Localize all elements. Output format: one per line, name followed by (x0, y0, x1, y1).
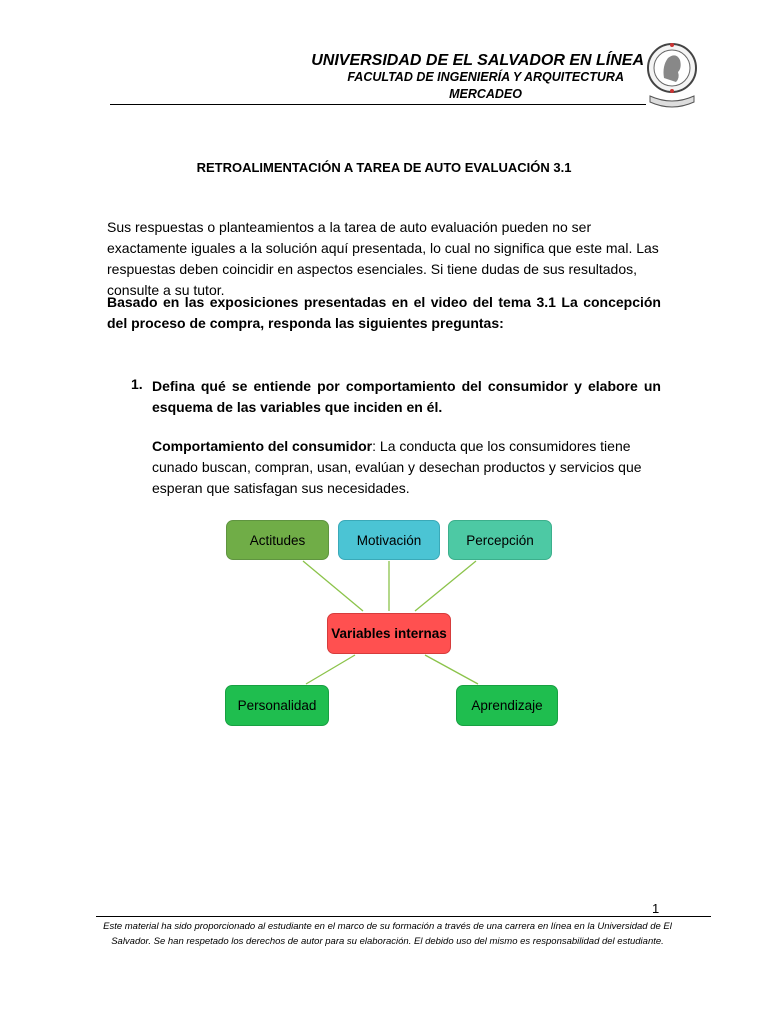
header-university: UNIVERSIDAD DE EL SALVADOR EN LÍNEA (311, 52, 644, 69)
connector-personalidad (306, 655, 355, 684)
node-personalidad: Personalidad (225, 685, 329, 726)
connector-actitudes (303, 561, 363, 611)
header-divider (110, 104, 646, 105)
answer-term: Comportamiento del consumidor (152, 438, 373, 454)
header-faculty: FACULTAD DE INGENIERÍA Y ARQUITECTURA (347, 70, 624, 84)
answer-definition: : La conducta que los consumidores tiene cunado buscan, compran, usan, evalúan y desechan productos y servicios que esperan que satisfagan sus necesidades. (152, 438, 642, 496)
intro-paragraph: Sus respuestas o planteamientos a la tarea de auto evaluación pueden no ser exactamente iguales a la solución aquí presentada, lo cual no significa que este mal. Las respuestas deben coincidir en aspectos esenciales. Si tiene dudas de sus resultados, consulte a su tutor. (107, 219, 659, 298)
connector-percepcion (415, 561, 476, 611)
document-title: RETROALIMENTACIÓN A TAREA DE AUTO EVALUACIÓN 3.1 (196, 160, 572, 175)
node-actitudes: Actitudes (226, 520, 329, 560)
node-percepcion: Percepción (448, 520, 552, 560)
footer-divider (96, 916, 711, 917)
node-aprendizaje: Aprendizaje (456, 685, 558, 726)
question-number: 1. (131, 376, 143, 392)
page-number: 1 (652, 901, 660, 916)
footer-notice: Este material ha sido proporcionado al estudiante en el marco de su formación a través de una carrera en línea en la Universidad de El Salvador. Se han respetado los derechos de autor para su elaboración. El debido uso del mismo es responsabilidad del estudiante. (103, 921, 672, 947)
node-variables-internas: Variables internas (327, 613, 451, 654)
node-motivacion: Motivación (338, 520, 440, 560)
connector-aprendizaje (425, 655, 478, 684)
header-course: MERCADEO (449, 87, 522, 101)
answer-paragraph (152, 436, 667, 499)
question-text: Defina qué se entiende por comportamiento del consumidor y elabore un esquema de las variables que inciden en él. (152, 378, 661, 415)
university-seal-icon (646, 36, 698, 108)
instruction-paragraph: Basado en las exposiciones presentadas en el video del tema 3.1 La concepción del proceso de compra, responda las siguientes preguntas: (107, 294, 661, 331)
